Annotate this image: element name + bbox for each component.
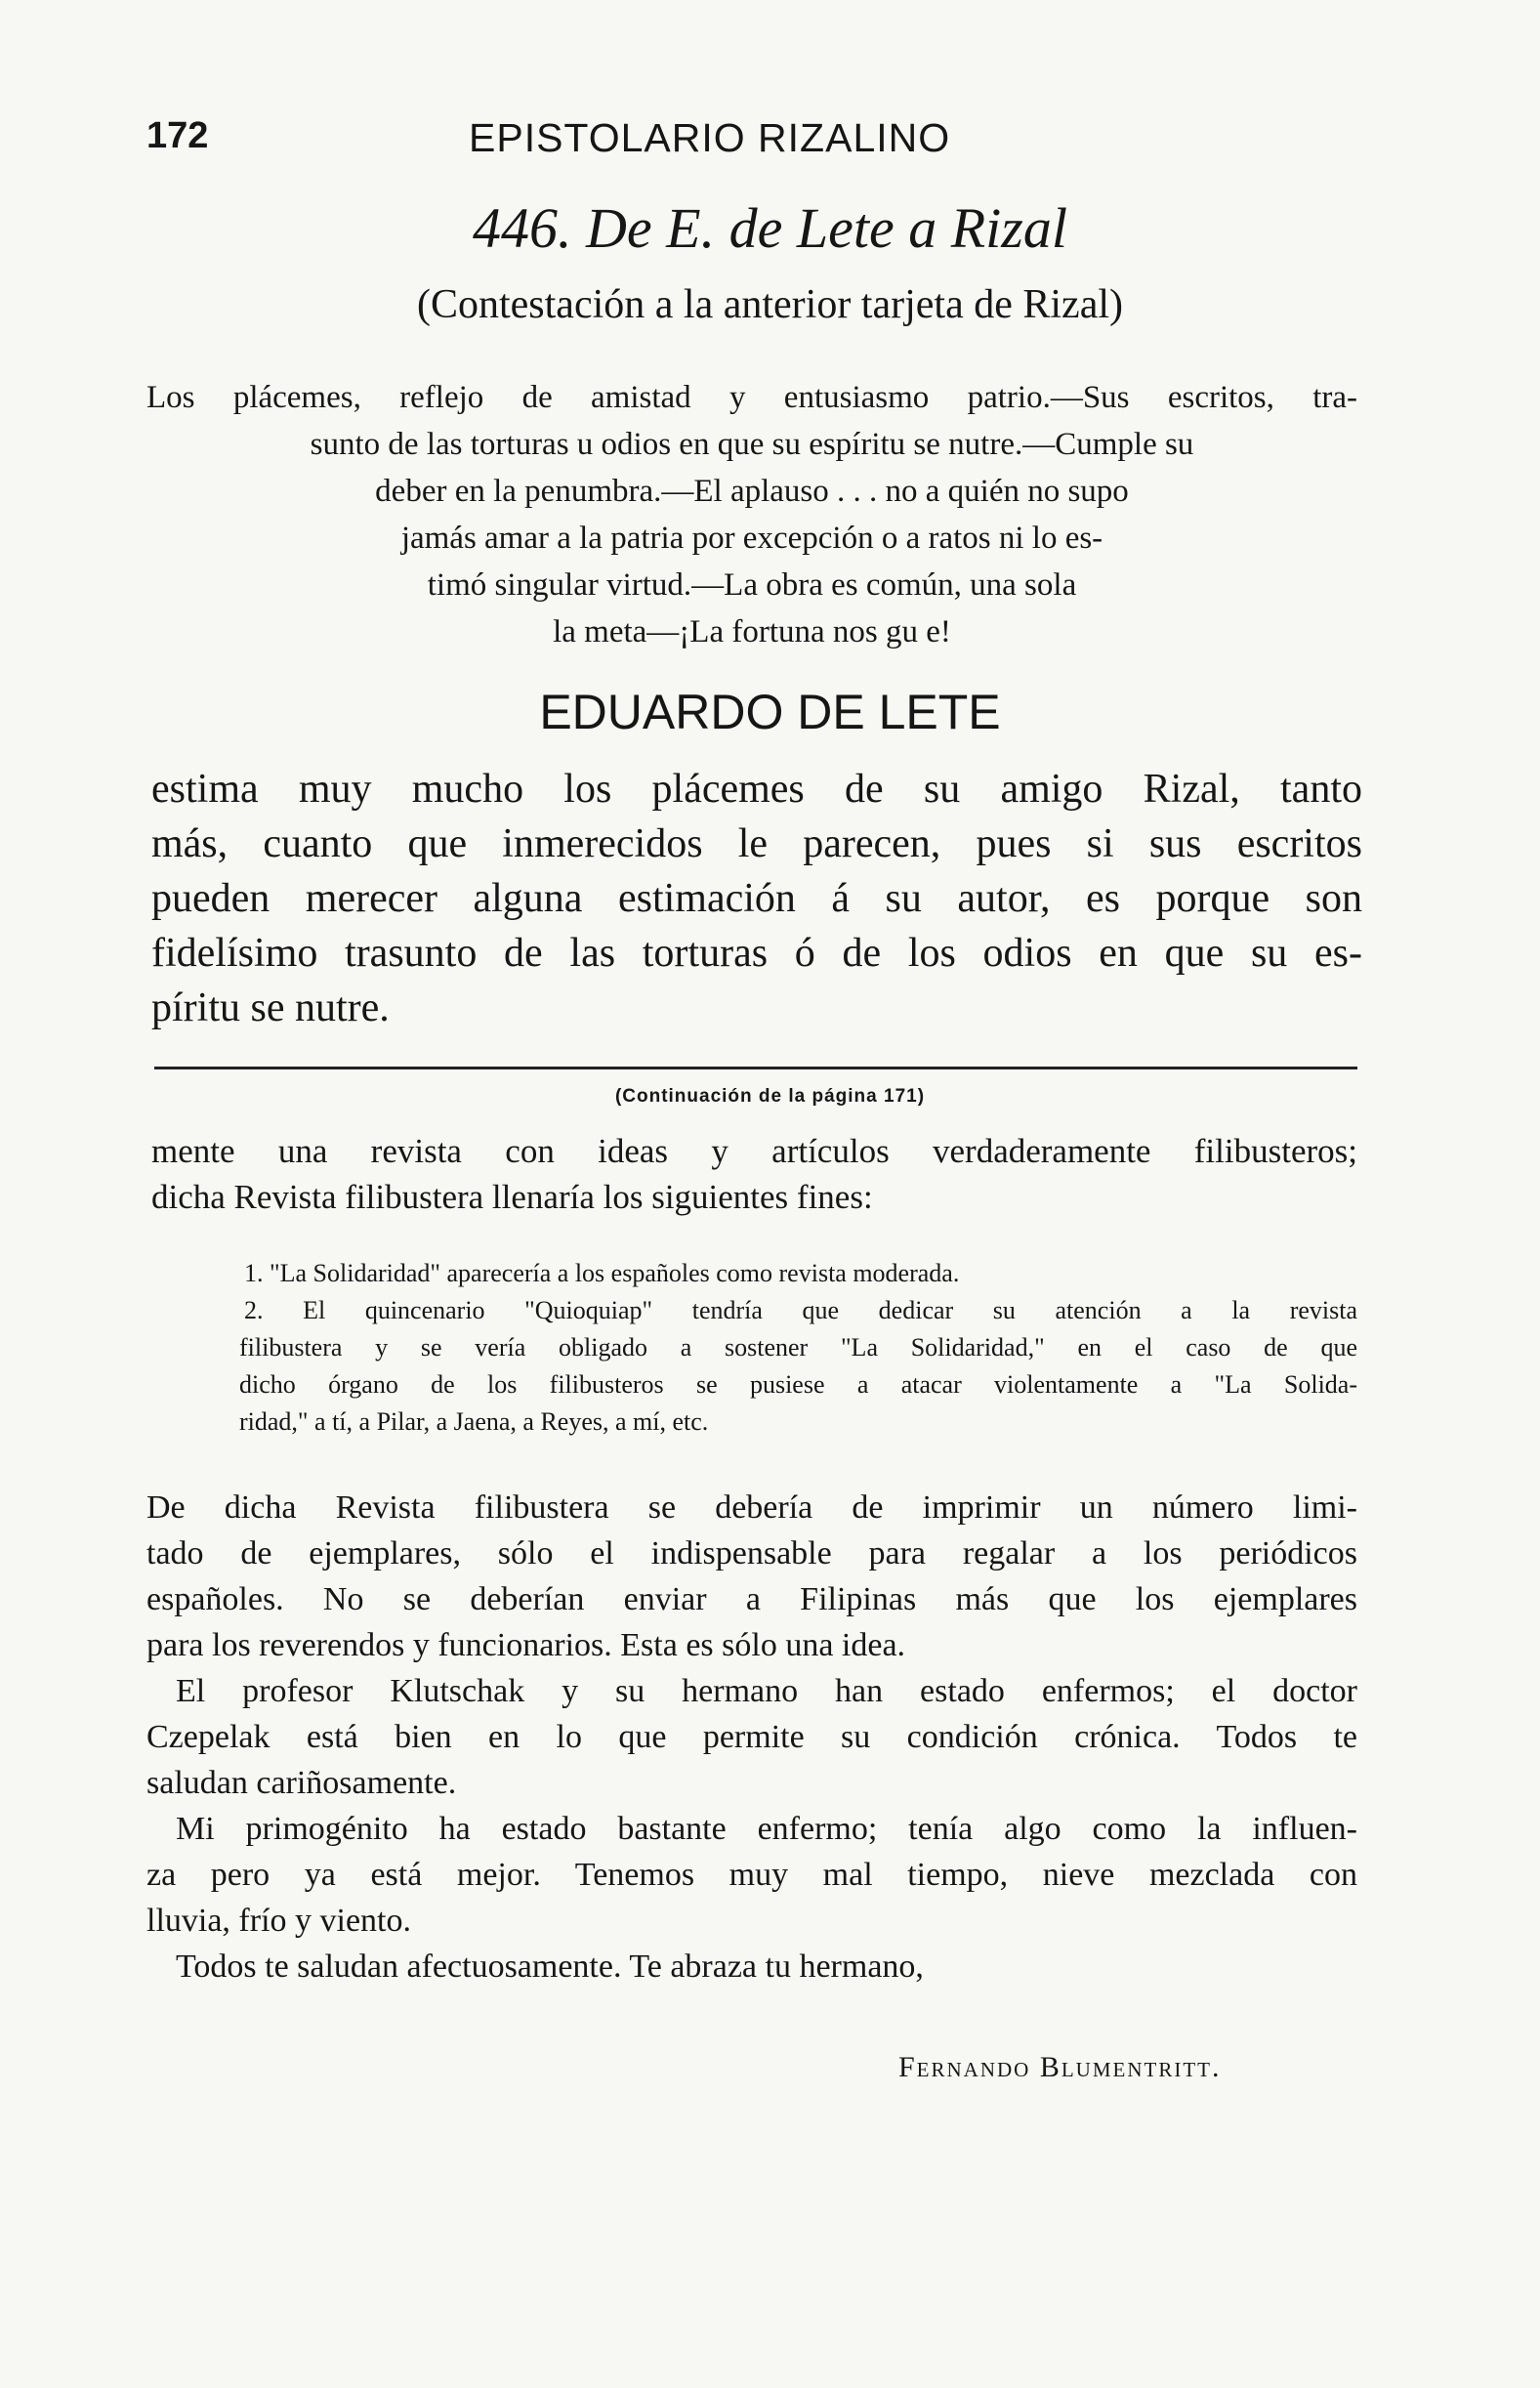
card-line: píritu se nutre.	[151, 985, 390, 1030]
list-line: 1. "La Solidaridad" aparecería a los españoles como revista moderada.	[244, 1259, 960, 1287]
letter-subtitle: (Contestación a la anterior tarjeta de Rizal)	[416, 282, 1123, 327]
numbered-list	[239, 1255, 1357, 1441]
body-line: za pero ya está mejor. Tenemos muy mal tiempo, nieve mezclada con	[146, 1857, 1357, 1893]
body-line: saludan cariñosamente.	[146, 1765, 457, 1801]
summary-line: Los plácemes, reflejo de amistad y entusiasmo patrio.—Sus escritos, tra-	[146, 380, 1357, 415]
body-line: Mi primogénito ha estado bastante enfermo; tenía algo como la influen-	[176, 1811, 1357, 1847]
summary-line: sunto de las torturas u odios en que su espíritu se nutre.—Cumple su	[310, 427, 1194, 462]
letter-title: 446. De E. de Lete a Rizal	[473, 196, 1067, 260]
body-line: para los reverendos y funcionarios. Esta es sólo una idea.	[146, 1627, 906, 1663]
card-text	[151, 762, 1362, 1035]
continuation-text	[151, 1128, 1357, 1220]
body-line: tado de ejemplares, sólo el indispensable para regalar a los periódicos	[146, 1535, 1357, 1571]
signature: Fernando Blumentritt.	[898, 2051, 1222, 2083]
body-line: lluvia, frío y viento.	[146, 1903, 412, 1939]
card-line: fidelísimo trasunto de las torturas ó de los odios en que su es-	[151, 931, 1362, 976]
card-line: más, cuanto que inmerecidos le parecen, pues si sus escritos	[151, 821, 1362, 866]
body-line: españoles. No se deberían enviar a Filipinas más que los ejemplares	[146, 1581, 1357, 1617]
letter-body	[146, 1485, 1357, 1990]
list-line: 2. El quincenario "Quioquiap" tendría que dedicar su atención a la revista	[244, 1296, 1357, 1324]
list-line: dicho órgano de los filibusteros se pusiese a atacar violentamente a "La Solida-	[239, 1370, 1357, 1399]
summary-line: jamás amar a la patria por excepción o a ratos ni lo es-	[400, 521, 1103, 556]
body-line: Todos te saludan afectuosamente. Te abraza tu hermano,	[176, 1948, 924, 1985]
page-number: 172	[146, 115, 209, 156]
body-line: Czepelak está bien en lo que permite su condición crónica. Todos te	[146, 1719, 1357, 1755]
continuation-note: (Continuación de la página 171)	[614, 1086, 926, 1107]
list-line: filibustera y se vería obligado a sostener "La Solidaridad," en el caso de que	[239, 1333, 1357, 1362]
summary-line: la meta—¡La fortuna nos gu e!	[553, 614, 951, 649]
card-line: pueden merecer alguna estimación á su autor, es porque son	[151, 876, 1362, 921]
continuation-line: mente una revista con ideas y artículos verdaderamente filibusteros;	[151, 1132, 1357, 1170]
running-title: EPISTOLARIO RIZALINO	[469, 115, 951, 160]
list-line: ridad," a tí, a Pilar, a Jaena, a Reyes, a mí, etc.	[239, 1407, 709, 1436]
body-line: De dicha Revista filibustera se debería de imprimir un número limi-	[146, 1489, 1357, 1526]
continuation-line: dicha Revista filibustera llenaría los siguientes fines:	[151, 1178, 873, 1216]
card-line: estima muy mucho los plácemes de su amigo Rizal, tanto	[151, 767, 1362, 812]
page-header	[146, 115, 1357, 174]
summary-line: deber en la penumbra.—El aplauso . . . no a quién no supo	[375, 474, 1129, 509]
body-line: El profesor Klutschak y su hermano han estado enfermos; el doctor	[176, 1673, 1357, 1709]
section-divider	[154, 1067, 1357, 1069]
letter-summary	[146, 374, 1357, 655]
card-name: EDUARDO DE LETE	[539, 685, 1001, 739]
summary-line: timó singular virtud.—La obra es común, una sola	[427, 567, 1077, 603]
